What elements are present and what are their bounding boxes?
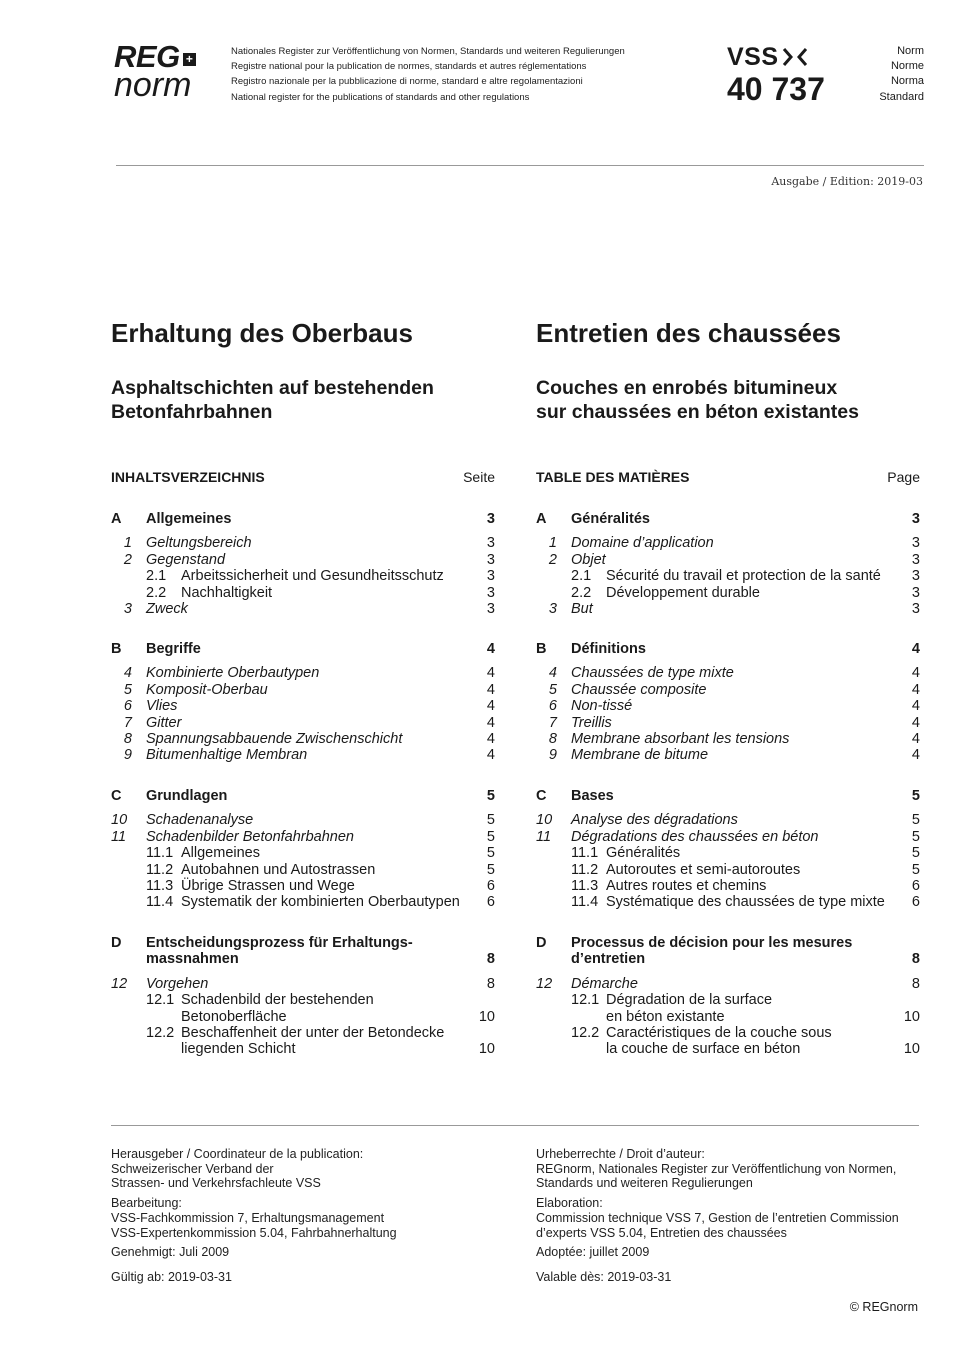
toc-header-fr: TABLE DES MATIÈRES Page	[536, 469, 920, 485]
swiss-cross-icon: +	[183, 53, 196, 66]
toc-section-b-de: B Begriffe 4 4 Kombinierte Oberbautypen 4 5 Komposit-Oberbau 4 6 Vlies 4 7 Gitter 4 8 Spannungsabbauende Zwischenschicht 4 9 Bitumenhaltige Membran 4	[111, 641, 495, 764]
logo-reg: REG +	[114, 42, 214, 71]
toc-section-d-de: D Entscheidungsprozess für Erhaltungs- massnahmen 8 12 Vorgehen 8 12.1 Schadenbild der bestehenden Betonoberfläche 10 12.2 Beschaffenheit der unter der Betondecke liegenden Schicht 10	[111, 935, 495, 1058]
toc-section-c-de: C Grundlagen 5 10 Schadenanalyse 5 11 Schadenbilder Betonfahrbahnen 5 11.1 Allgemeines 5 11.2 Autobahnen und Autostrassen 5 11.3 Übrige Strassen und Wege 6 11.4 Systematik der kombinierten Oberbautypen 6	[111, 788, 495, 911]
toc-section-d-fr: D Processus de décision pour les mesures d’entretien 8 12 Démarche 8 12.1 Dégradation de la surface en béton existante 10 12.2 Caractéristiques de la couche sous la couche de surface en béton 10	[536, 935, 920, 1058]
norm-type-list: Norm Norme Norma Standard	[879, 45, 924, 103]
footer-de: Herausgeber / Coordinateur de la publication: Schweizerischer Verband der Strassen- und Verkehrsfachleute VSS Bearbeitung: VSS-Fachkommission 7, Erhaltungsmanagement VSS-Expertenkommission 5.04, Fahrbahnerhaltung Genehmigt: Juli 2009 Gültig ab: 2019-03-31	[111, 1147, 397, 1284]
toc-section-a-fr: A Généralités 3 1 Domaine d’application 3 2 Objet 3 2.1 Sécurité du travail et protection de la santé 3 2.2 Développement durable 3 3 But 3	[536, 511, 920, 618]
title-fr: Entretien des chaussées	[536, 318, 841, 348]
footer-fr: Urheberrechte / Droit d’auteur: REGnorm, Nationales Register zur Veröffentlichung von Normen, Standards und weiteren Regulierungen Elaboration: Commission technique VSS 7, Gestion de l’entretien Commission d’experts VSS 5.04, Entretien des chaussées Adoptée: juillet 2009 Valable dès: 2019-03-31	[536, 1147, 899, 1284]
toc-section-c-fr: C Bases 5 10 Analyse des dégradations 5 11 Dégradations des chaussées en béton 5 11.1 Généralités 5 11.2 Autoroutes et semi-autoroutes 5 11.3 Autres routes et chemins 6 11.4 Systématique des chaussées de type mixte 6	[536, 788, 920, 911]
subtitle-de: Asphaltschichten auf bestehenden Betonfahrbahnen	[111, 377, 434, 423]
footer-divider	[111, 1125, 919, 1126]
standard-number: 40 737	[727, 71, 825, 107]
logo-norm: norm	[114, 66, 192, 104]
vss-label: VSS	[727, 43, 779, 71]
toc-section-a-de: A Allgemeines 3 1 Geltungsbereich 3 2 Gegenstand 3 2.1 Arbeitssicherheit und Gesundheitsschutz 3 2.2 Nachhaltigkeit 3 3 Zweck 3	[111, 511, 495, 618]
french-column	[536, 0, 920, 1100]
toc-section-b-fr: B Définitions 4 4 Chaussées de type mixte 4 5 Chaussée composite 4 6 Non-tissé 4 7 Treillis 4 8 Membrane absorbant les tensions 4 9 Membrane de bitume 4	[536, 641, 920, 764]
edition-label: Ausgabe / Edition: 2019-03	[771, 175, 923, 188]
title-de: Erhaltung des Oberbaus	[111, 318, 413, 348]
german-column	[111, 0, 495, 1100]
copyright-notice: © REGnorm	[849, 1300, 918, 1314]
registry-description: Nationales Register zur Veröffentlichung von Normen, Standards und weiteren Regulierungen Registre national pour la publication de normes, standards et autres réglementations Registro nazionale per la pubblicazione di norme, standard e altre regolamentazioni National register for the publications of standards and other regulations	[231, 46, 625, 103]
subtitle-fr: Couches en enrobés bitumineux sur chaussées en béton existantes	[536, 377, 859, 423]
toc-header-de: INHALTSVERZEICHNIS Seite	[111, 469, 495, 485]
